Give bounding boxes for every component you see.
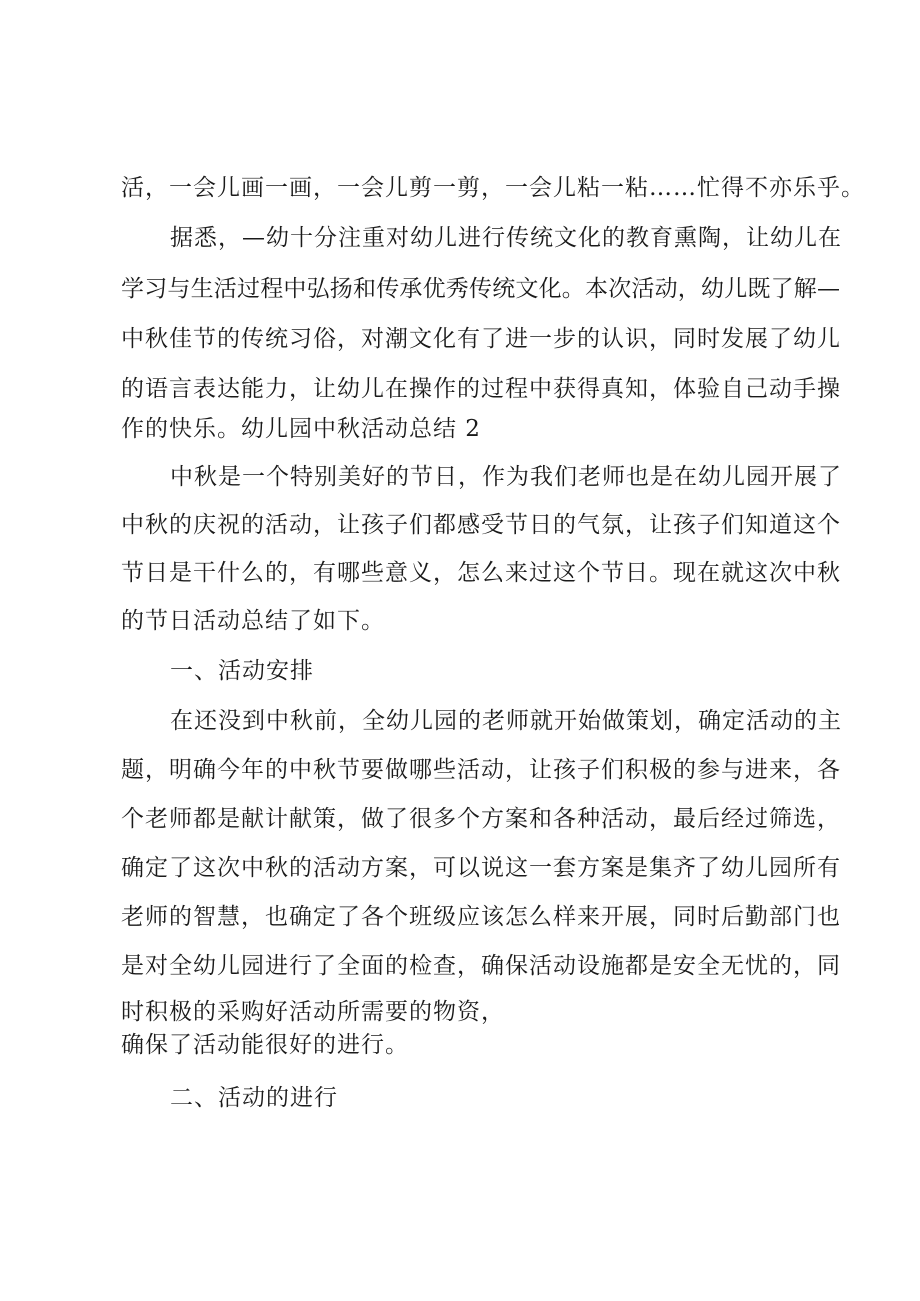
text-line: 确定了这次中秋的活动方案，可以说这一套方案是集齐了幼儿园所有 xyxy=(121,855,841,881)
text-line: 确保了活动能很好的进行。 xyxy=(121,1032,409,1058)
paragraph-start-line: 中秋是一个特别美好的节日，作为我们老师也是在幼儿园开展了 xyxy=(170,464,842,490)
text-line: 题，明确今年的中秋节要做哪些活动，让孩子们积极的参与进来，各 xyxy=(121,757,841,783)
text-line: 老师的智慧，也确定了各个班级应该怎么样来开展，同时后勤部门也 xyxy=(121,904,841,930)
text-line: 活，一会儿画一画，一会儿剪一剪，一会儿粘一粘……忙得不亦乐乎。 xyxy=(121,175,865,201)
text-line: 的语言表达能力，让幼儿在操作的过程中获得真知，体验自己动手操 xyxy=(121,376,841,402)
text-line: 节日是干什么的，有哪些意义，怎么来过这个节日。现在就这次中秋 xyxy=(121,560,841,586)
section-heading: 一、活动安排 xyxy=(170,658,314,684)
text-line: 中秋的庆祝的活动，让孩子们都感受节日的气氛，让孩子们知道这个 xyxy=(121,512,841,538)
text-line: 的节日活动总结了如下。 xyxy=(121,608,385,634)
text-line: 是对全幼儿园进行了全面的检查，确保活动设施都是安全无忧的，同 xyxy=(121,953,841,979)
text-line: 时积极的采购好活动所需要的物资， xyxy=(121,999,505,1025)
text-line: 中秋佳节的传统习俗，对潮文化有了进一步的认识，同时发展了幼儿 xyxy=(121,326,841,352)
paragraph-start-line: 在还没到中秋前，全幼儿园的老师就开始做策划，确定活动的主 xyxy=(170,708,842,734)
text-line: 个老师都是献计献策，做了很多个方案和各种活动，最后经过筛选， xyxy=(121,806,841,832)
text-line: 作的快乐。幼儿园中秋活动总结 2 xyxy=(121,416,481,442)
text-line: 学习与生活过程中弘扬和传承优秀传统文化。本次活动，幼儿既了解— xyxy=(121,276,841,302)
paragraph-start-line: 据悉，—幼十分注重对幼儿进行传统文化的教育熏陶，让幼儿在 xyxy=(170,225,842,251)
section-heading: 二、活动的进行 xyxy=(170,1085,338,1111)
